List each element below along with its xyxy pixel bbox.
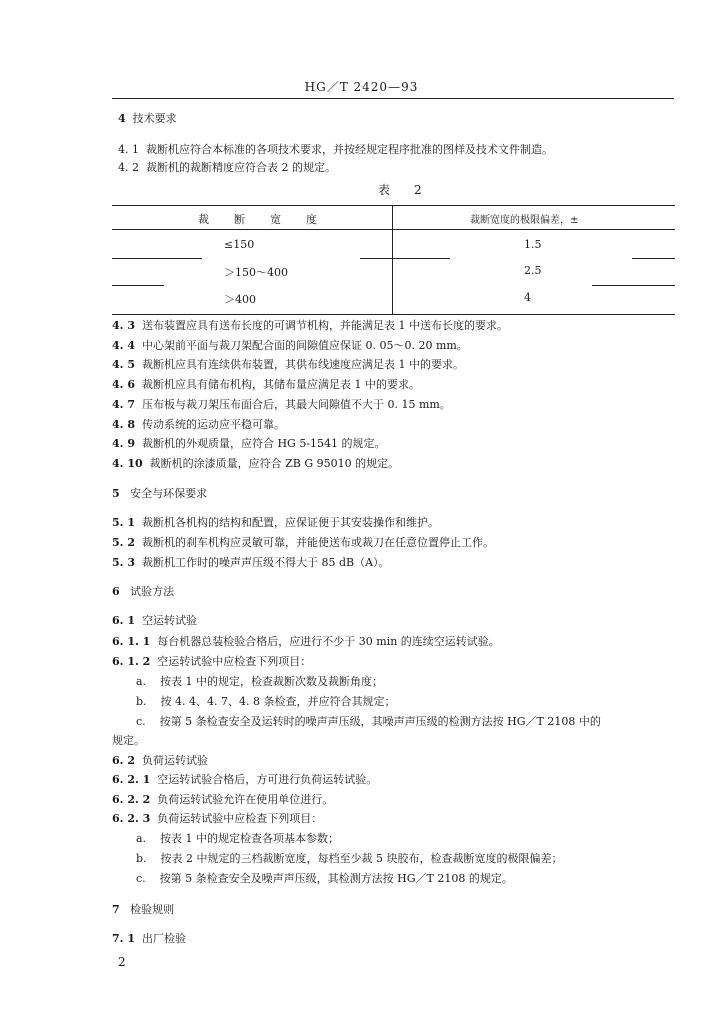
clause-6-1: 6. 1 空运转试验 [112, 614, 197, 627]
table-2 [112, 205, 675, 315]
table-row-3-width: ＞400 [224, 293, 256, 306]
document-header: HG／T 2420—93 [304, 80, 419, 94]
clause-6-2-3-a: a. 按表 1 中的规定检查各项基本参数； [136, 832, 340, 845]
header-rule [112, 98, 674, 99]
table-header-width: 裁 断 宽 度 [198, 213, 318, 226]
clause-7-1: 7. 1 出厂检验 [112, 932, 186, 945]
clause-4-10: 4. 10 裁断机的涂漆质量，应符合 ZB G 95010 的规定。 [112, 457, 400, 470]
table-column-divider [392, 205, 393, 315]
table-row-1-width: ≤150 [224, 238, 255, 251]
clause-6-2-2: 6. 2. 2 负荷运转试验允许在使用单位进行。 [112, 793, 334, 806]
table-row-3-tolerance: 4 [524, 291, 531, 304]
clause-6-1-2-c-continued: 规定。 [112, 734, 145, 747]
clause-6-1-1: 6. 1. 1 每台机器总装检验合格后，应进行不少于 30 min 的连续空运转试验。 [112, 635, 500, 648]
clause-6-1-2-b: b. 按 4. 4、4. 7、4. 8 条检查，并应符合其规定； [136, 695, 396, 708]
clause-6-2-3-c: c. 按第 5 条检查安全及噪声声压级，其检测方法按 HG／T 2108 的规定。 [136, 872, 513, 885]
clause-6-2-1: 6. 2. 1 空运转试验合格后，方可进行负荷运转试验。 [112, 773, 378, 786]
row-rule-right [632, 258, 675, 259]
table-top-rule [112, 205, 675, 206]
row-rule-right-2 [592, 285, 675, 286]
clause-4-3: 4. 3 送布装置应具有送布长度的可调节机构，并能满足表 1 中送布长度的要求。 [112, 319, 508, 332]
clause-6-2: 6. 2 负荷运转试验 [112, 754, 208, 767]
clause-4-5: 4. 5 裁断机应具有连续供布装置，其供布线速度应满足表 1 中的要求。 [112, 358, 464, 371]
table-header-tolerance: 裁断宽度的极限偏差，± [470, 215, 579, 226]
section-4-heading: 4 技术要求 [118, 112, 177, 125]
clause-6-1-2-a: a. 按表 1 中的规定，检查裁断次数及裁断角度； [136, 675, 384, 688]
clause-4-8: 4. 8 传动系统的运动应平稳可靠。 [112, 418, 285, 431]
clause-5-3: 5. 3 裁断机工作时的噪声声压级不得大于 85 dB（A）。 [112, 556, 390, 569]
row-rule-mid [360, 258, 450, 259]
clause-6-1-2-c: c. 按第 5 条检查安全及运转时的噪声声压级，其噪声声压级的检测方法按 HG／T 2108 中的 [136, 715, 601, 728]
clause-6-2-3-b: b. 按表 2 中规定的三档裁断宽度，每档至少裁 5 块胶布，检查裁断宽度的极限偏差； [136, 852, 563, 865]
clause-4-6: 4. 6 裁断机应具有储布机构，其储布量应满足表 1 中的要求。 [112, 378, 420, 391]
clause-4-7: 4. 7 压布板与裁刀架压布面合后，其最大间隙值不大于 0. 15 mm。 [112, 398, 451, 411]
table-row-2-tolerance: 2.5 [524, 264, 542, 277]
section-7-heading: 7 检验规则 [112, 903, 175, 916]
clause-5-1: 5. 1 裁断机各机构的结构和配置，应保证便于其安装操作和维护。 [112, 516, 439, 529]
clause-5-2: 5. 2 裁断机的刹车机构应灵敏可靠，并能使送布或裁刀在任意位置停止工作。 [112, 536, 494, 549]
clause-6-2-3: 6. 2. 3 负荷运转试验中应检查下列项目： [112, 812, 323, 825]
clause-4-1: 4. 1 裁断机应符合本标准的各项技术要求，并按经规定程序批准的图样及技术文件制造。 [118, 143, 553, 156]
table-bottom-rule [112, 314, 675, 315]
clause-4-2: 4. 2 裁断机的裁断精度应符合表 2 的规定。 [118, 161, 336, 174]
table-2-caption: 表 2 [378, 183, 428, 197]
page-number: 2 [118, 955, 126, 969]
table-row-1-tolerance: 1.5 [524, 238, 542, 251]
row-rule-left [112, 258, 202, 259]
table-header-rule [112, 229, 675, 230]
row-rule-left-2 [112, 285, 164, 286]
clause-4-9: 4. 9 裁断机的外观质量，应符合 HG 5-1541 的规定。 [112, 437, 386, 450]
section-5-heading: 5 安全与环保要求 [112, 487, 208, 500]
clause-6-1-2: 6. 1. 2 空运转试验中应检查下列项目： [112, 655, 312, 668]
table-row-2-width: ＞150～400 [224, 266, 288, 279]
section-6-heading: 6 试验方法 [112, 585, 175, 598]
clause-4-4: 4. 4 中心架前平面与裁刀架配合面的间隙值应保证 0. 05～0. 20 mm。 [112, 339, 468, 352]
